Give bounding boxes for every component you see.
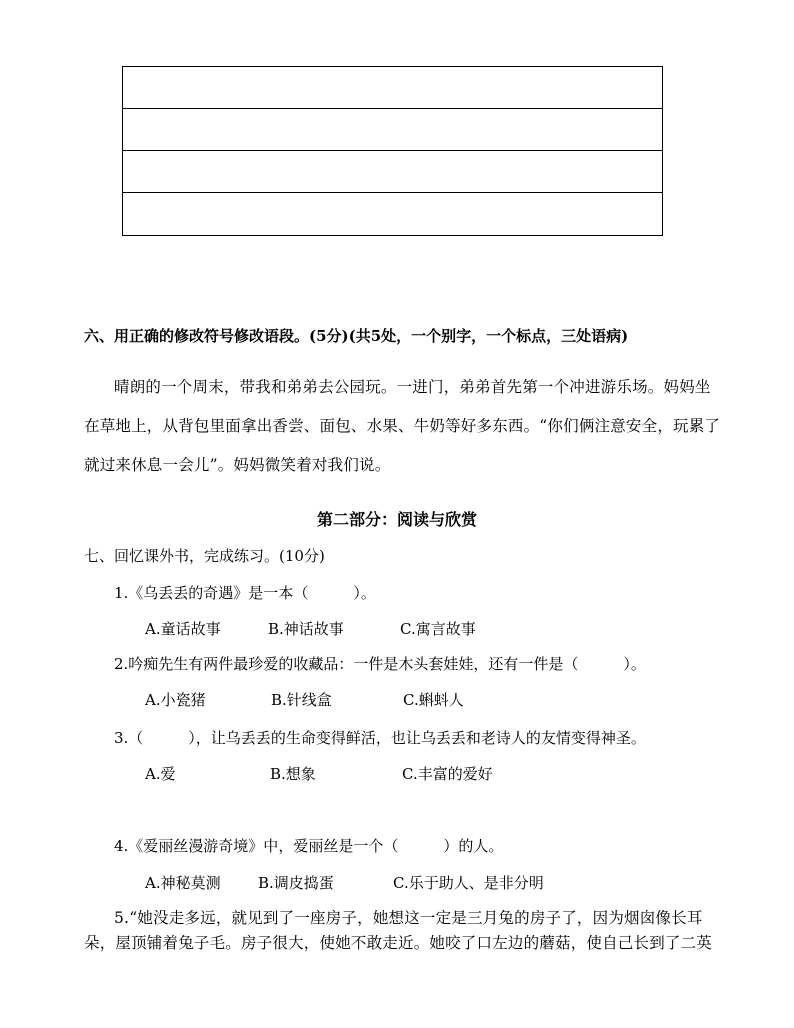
option-c[interactable]: C.丰富的爱好 (402, 765, 493, 783)
option-b[interactable]: B.想象 (270, 765, 316, 783)
part2-title: 第二部分：阅读与欣赏 (316, 510, 477, 529)
option-b[interactable]: B.神话故事 (268, 620, 344, 638)
section7-heading: 七、回忆课外书，完成练习。(10分) (84, 547, 325, 565)
option-c[interactable]: C.乐于助人、是非分明 (393, 874, 544, 892)
question-stem: 3.（ ），让乌丢丢的生命变得鲜活，也让乌丢丢和老诗人的友情变得神圣。 (114, 729, 646, 747)
question5-line: 朵，屋顶铺着兔子毛。房子很大，使她不敢走近。她咬了口左边的蘑菇，使自己长到了二英 (84, 934, 713, 952)
option-a[interactable]: A.爱 (145, 765, 176, 783)
question-stem: 4.《爱丽丝漫游奇境》中，爱丽丝是一个（ ）的人。 (114, 837, 504, 855)
option-b[interactable]: B.针线盒 (271, 691, 332, 709)
paragraph-line: 就过来休息一会儿”。妈妈微笑着对我们说。 (84, 456, 391, 474)
answer-line[interactable] (123, 109, 662, 151)
answer-line[interactable] (123, 67, 662, 109)
answer-line[interactable] (123, 193, 662, 235)
question5-line: 5.“她没走多远，就见到了一座房子，她想这一定是三月兔的房子了，因为烟囱像长耳 (114, 909, 703, 927)
option-b[interactable]: B.调皮捣蛋 (258, 874, 334, 892)
option-a[interactable]: A.神秘莫测 (145, 874, 221, 892)
option-a[interactable]: A.小瓷猪 (145, 691, 206, 709)
answer-grid (122, 66, 663, 236)
paragraph-line: 在草地上，从背包里面拿出香尝、面包、水果、牛奶等好多东西。“你们俩注意安全，玩累了 (84, 417, 721, 435)
question-stem: 1.《乌丢丢的奇遇》是一本（ ）。 (114, 584, 376, 602)
option-c[interactable]: C.蝌蚪人 (403, 691, 464, 709)
paragraph-line: 晴朗的一个周末，带我和弟弟去公园玩。一进门，弟弟首先第一个冲进游乐场。妈妈坐 (114, 378, 711, 396)
option-a[interactable]: A.童话故事 (145, 620, 221, 638)
question-stem: 2.吟痴先生有两件最珍爱的收藏品：一件是木头套娃娃，还有一件是（ ）。 (114, 655, 646, 673)
answer-line[interactable] (123, 151, 662, 193)
section6-heading: 六、用正确的修改符号修改语段。(5分)(共5处，一个别字，一个标点，三处语病) (84, 327, 629, 345)
option-c[interactable]: C.寓言故事 (400, 620, 476, 638)
